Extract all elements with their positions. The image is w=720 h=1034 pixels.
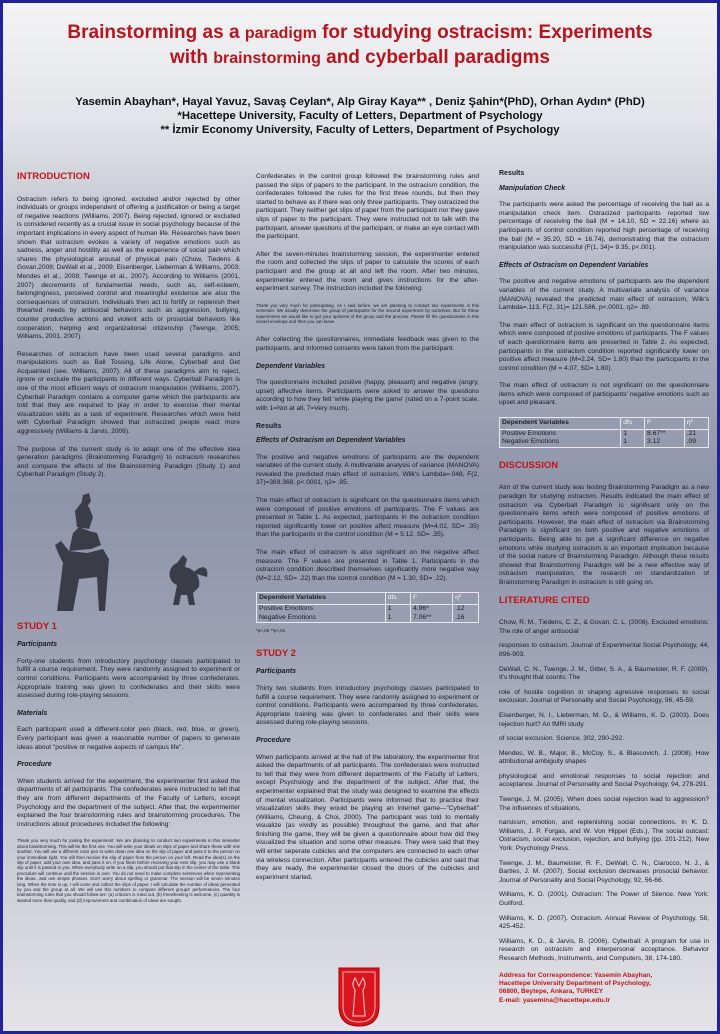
table-header: F <box>644 418 684 430</box>
results-paragraph: The positive and negative emotions of participants are the dependent variables of the current study. A multivariate analysis of variance (MANOVA) revealed the predicted main effect of ostracism, Wilk's Lambda=.048, F(2, 37)=369.368, p<.0001, η2= .95. <box>256 453 479 487</box>
intro-paragraph: Researches of ostracism have been used several paradigms and manipulations such as Ball Tossing, Life Alone, Cyberball and Get Acquainted (see. Williams, 2007). All of these paradigms aim to reject, ignore or exclude the participants in different ways. Cyberball Paradigm is one of the most efficient ways of ostracism manipulation (Williams, 2007). Cyberball Paradigm contains a computer game which the participants are told that they are required to play in order to exercise their mental visualization skills as a task of experiment. Researches which were held with Cyberball Paradigm showed that ostracized people react more aggressively (Williams & Jarvis, 2006). <box>17 350 240 436</box>
manipulation-check-heading: Manipulation Check <box>499 184 566 192</box>
table-cell: 1 <box>385 605 410 614</box>
results-heading: Results <box>256 422 282 430</box>
manipulation-check-text: The participants were asked the percentage of receiving the ball as a manipulation check item. Ostracized participants reported low percentage of receiving the ball (M = 14.10, SD = 22.16) where as participants of control condition reported high percentage of receiving the ball (M = 35.20, SD = 16.74), demonstrating that the ostracism manipulation was successful (F(1, 34)= 9.35, p<.001). <box>499 201 709 252</box>
table-footnote: *p<.05 **p<.01 <box>256 628 286 634</box>
feedback-text: After collecting the questionnaires, immediate feedback was given to the participants, and informed consents were taken from the participant. <box>256 336 479 352</box>
town-musicians-statue-image <box>17 493 240 613</box>
participants-heading: Participants <box>256 668 297 676</box>
table-cell: 4.96* <box>410 605 452 614</box>
table-cell: .09 <box>684 438 708 447</box>
discussion-heading: DISCUSSION <box>499 459 559 471</box>
participants-heading: Participants <box>17 641 58 649</box>
results-heading: Results <box>499 170 525 177</box>
table-cell: Negative Emotions <box>500 438 621 447</box>
dependent-variables-text: The questionnaire included positive (happy, pleasant) and negative (angry, upset) affective items. Participants were asked to answer the questions according to how they felt 'while playing the game' (rated on a 7-point scale, with 1=Not at all, 7=Very much). <box>256 379 479 412</box>
study1-results-table <box>256 592 479 623</box>
results-paragraph: The main effect of ostracism is not significant on the questionnaire items which were composed of participants' negative emotions such as upset and pleasant. <box>499 382 709 407</box>
left-column <box>17 173 240 915</box>
table-cell: .21 <box>684 429 708 438</box>
participants-text: Thirty two students from introductory psychology classes participated to fulfill a course requirement. They were randomly assigned to experiment or control conditions. Participants were accompanied by three confederates. Appropriate training was given to confederates and their skills were assessed during role-playing sessions. <box>256 684 479 727</box>
discussion-text: Aim of the current study was testing Brainstorming Paradigm as a new paradigm for studying ostracism. Results indicated the main effect of ostracism via Cyberball Paradigm is significant only on the questionnaire items which were composed of positive emotions of participants. However, the main effect of ostracism via Brainstorming Paradigm is significant on both positive and negative emotions of participants. Being able to get a significant difference on negative emotions while studying ostracism is an important implication because of the social nature of Brainstorming Paradigm. Although these results showed that Brainstorming Paradigm will be a new effective way of ostracism manipulation, the research on standardization of Brainstorming Paradigm in ostracism is still going on. <box>499 484 709 586</box>
effects-heading: Effects of Ostracism on Dependent Variables <box>256 437 406 445</box>
after-session-text: After the seven-minutes brainstorming session, the experimenter entered the room and collected the slips of paper to calculate the scores of each participant and the group at all and left the room. After two minutes, experimenter entered the room and gives instructions for the after-experiment survey. The instruction included the following: <box>256 250 479 293</box>
reference-item: Twenge, J. M. (2005). When does social rejection lead to aggression? The influences of situations, <box>499 796 709 812</box>
table-cell: 8.67** <box>644 429 684 438</box>
reference-item: Mendes, W. B., Major, B., McCoy, S., & Blascovich, J. (2008). How attributional ambiguity shapes <box>499 749 709 766</box>
authors-block <box>3 95 717 137</box>
procedure-text: When participants arrived at the hall of the laboratory, the experimenter first asked the departments of all participants. The confederates were instructed to tell that they were from different departments of the Faculty of Letters, except Psychology and the department of the subject. After that, the experimenter explained that the study was designed to examine the effects of mental visualization. Participants were informed that to practice their visualization skills they would be playing an Internet game—"Cyberball" (Williams, Cheung, & Choi, 2000). The participant was told to mentally visualize (as vividly as possible) throughout the game, and that after finishing the game, they will be given a questionnaire about how did they visualized the situation and some other measure. They were said that they will enter seperate cubicles and the computers are connected to each other via wireless connection. After participants entered the cubicles and said that they are ready, the experimenter closed the doors of the cubicles and experiment started. <box>256 753 479 881</box>
introduction-heading: INTRODUCTION <box>17 171 90 182</box>
procedure-heading: Procedure <box>17 761 52 769</box>
reference-item: of social exclusion. Science, 302, 290-292. <box>499 735 624 743</box>
intro-paragraph: Ostracism refers to being ignored, excluded and/or rejected by other individuals or groups independent of offering a justification or being a target of negative reactions (Williams, 2007). Being rejected, ignored or excluded is considered recently as a crucial issue in social psychology because of the important implications in every aspect of human life. Researches have been shown that ostracism evokes a variety of negative emotions such as sadness, anger and hostility as well as the experience of social pain which shares the physiological arousal of physical pain (Chow, Tiedens & Govan,2008; DeWall et al., 2009; Eisenberger, Lieberman & Williams, 2003; Mendes et al., 2008; Twenge et al., 2007). According to Williams (2001, 2007) decrements of fundamental needs, such as, self-esteem, belongingness, perceived control and meaningful existence are also the consequences of ostracism. Individuals then act to fortify or replenish their thwarted needs by antisocial behaviors such as aggression, bullying, counter productive actions and violent acts or prosocial behaviors like cooperation, helping and organizational citizenship (Twenge, 2005; Williams, 2001, 2007). <box>17 195 240 341</box>
title-part: and cyberball paradigms <box>320 47 550 68</box>
reference-item: narsissm, emotion, and replenishing social connections. In K. D. Williams, J. P. Forgas, and W. Von Hippel (Eds.), The social outcast: Ostracism, social exclusion, rejection, and bullying (pp. 201-212). New York: Psychology Press. <box>499 819 709 853</box>
table-cell: Negative Emotions <box>257 614 386 623</box>
study2-heading: STUDY 2 <box>256 647 296 659</box>
intro-paragraph: The purpose of the current study is to adapt one of the effective idea generation paradigms (Brainstorming Paradigm) to ostracism researches and compare the effects of the Brainstorming Paradigm (Study 1) and Cyberball Paradigm (Study 2). <box>17 445 240 479</box>
table-row <box>257 605 479 614</box>
title-part: Brainstorming as a <box>67 22 245 43</box>
email-link[interactable]: E-mail: yasemina@hacettepe.edu.tr <box>499 996 611 1004</box>
effects-heading: Effects of Ostracism on Dependent Variables <box>499 261 649 269</box>
materials-text: Each participant used a different-color pen (black, red, blue, or green). Every participant was given a reasonable number of papers to generate ideas about "positive or negative aspects of campus life". <box>17 726 240 751</box>
table-cell: 1 <box>621 438 645 447</box>
table-cell: .16 <box>453 614 479 623</box>
reference-item: Williams, K. D. (2007). Ostracism. Annual Review of Psychology, 58, 425-452. <box>499 914 709 931</box>
reference-item: Twenge, J. M., Baumeister, R. F., DeWall, C. N., Ciarocco, N. J., & Bartles, J. M. (2007). Social exclusion decreases prosocial behavior. Journal of Personality and Social Psychology, 92, 56-66. <box>499 859 709 884</box>
table-cell: Positive Emotions <box>257 605 386 614</box>
reference-item: Williams, K. D., & Jarvis, B. (2006). Cyberball: A program for use in research on ostracism and interpersonal acceptance. Behavior Research Methods, Instruments, and Computers, 38, 174-180. <box>499 937 709 962</box>
right-column <box>499 170 709 1005</box>
table-row <box>500 429 709 438</box>
procedure-heading: Procedure <box>256 736 291 744</box>
reference-list <box>499 619 709 963</box>
table-header: Dependent Variables <box>257 593 386 605</box>
title-part: for studying ostracism: Experiments <box>316 22 653 43</box>
table-cell: 1 <box>621 429 645 438</box>
table-row <box>257 614 479 623</box>
participants-text: Forty-one students from introductory psychology classes participated to fulfill a course requirement. They were randomly assigned to experiment or control conditions. Participants were accompanied by three confederates. Appropriate training was given to confederates and their skills were assessed during role-playing sessions. <box>17 657 240 700</box>
title-part: brainstorming <box>213 50 321 67</box>
reference-item: DeWall, C. N., Twenge, J. M., Gitter, S. A., & Baumeister, R. F. (2009). It's thought that counts: The <box>499 665 709 682</box>
affiliation-1: *Hacettepe University, Faculty of Letters, Department of Psychology <box>177 110 543 122</box>
results-paragraph: The main effect of ostracism is significant on the questionnaire items which were composed of positive emotions of participants. The F values are presented in Table 1. As expected, participants in the ostracism condition reported significantly lower on positive affect measure (M=4.02, SD= .35) than the participants in the control condition (M = 5.12, SD= .35). <box>256 497 479 539</box>
reference-item: physiological and emotional responses to social rejection and acceptance. Journal of Personality and Social Psychology, 94, 278-291. <box>499 772 709 789</box>
hacettepe-university-logo <box>337 966 381 1028</box>
procedure-text: When students arrived for the experiment, the experimenter first asked the departments of all participants. The confederates were instructed to tell that they are from different departments of the Faculty of Letters, except Psychology and the department of the subject. After that, the experimenter explained the four brainstorming rules and brainstorming procedures. The instructions about procedures included the following: <box>17 777 240 828</box>
table-header: η² <box>453 593 479 605</box>
dependent-variables-heading: Dependent Variables <box>256 362 325 370</box>
reference-item: role of hostile cognition in shaping agressive responses to social exclusion. Journal of Personality and Social Psychology, 96, 45-59. <box>499 688 709 705</box>
reference-item: Eisenberger, N. I., Lieberman, M. D., & Williams, K. D. (2003). Does rejection hurt? An fMRI study <box>499 711 709 728</box>
table-row <box>500 438 709 447</box>
table-header-row <box>257 593 479 605</box>
table-cell: 1 <box>385 614 410 623</box>
results-paragraph: The main effect of ostracism is also significant on the negative affect measure. The F values are presented in Table 1. Participants in the ostracism condition described themselves significantly more negative way (M=2.12, SD= .22) than the control condition (M = 1.30, SD= .22). <box>256 549 479 582</box>
table-header: dfs <box>621 418 645 430</box>
title-part: paradigm <box>244 25 317 42</box>
address-line: Address for Correspondence: Yasemin Abayhan, <box>499 971 653 979</box>
table-header: F <box>410 593 452 605</box>
poster-title <box>3 21 717 71</box>
table-header: η² <box>684 418 708 430</box>
reference-item: Williams, K. D. (2001). Ostracism: The Power of Silence. New York: Guilford. <box>499 891 709 907</box>
author-list: Yasemin Abayhan*, Hayal Yavuz, Savaş Ceylan*, Alp Giray Kaya** , Deniz Şahin*(PhD), Orhan Aydın* (PhD) <box>75 96 645 108</box>
results-paragraph: The main effect of ostracism is significant on the questionnaire items which were composed of postive emotions of participants. The F values of each questionnaire items are presented in Table 2. As expected, participants in the ostracism condition reported significantly lower on positive affect measure (M=2.24, SD= 1.80) than the participants in the control condition (M = 4.07, SD= 1.80). <box>499 321 709 372</box>
correspondence-address <box>499 972 709 1006</box>
control-condition-text: Confederates in the control group followed the brainstorming rules and passed the slips of papers to the participant. In the ostracism condition, the confederates followed the rules for the first three rounds, but then they started to behave as if there was only three participants. They ostracized the participant. They neither get slips of paper from the participant nor they gave slips of paper to the participant. They were instructed not to talk with the participant, answer questions of the participant, or make an eye contact with the participant. <box>256 173 479 241</box>
middle-column <box>256 173 479 891</box>
address-line: 06800, Beytepe, Ankara, TURKEY <box>499 988 604 996</box>
reference-item: Chow, R. M., Tiedens, C. Z., & Govan, C. L. (2008). Excluded emotions: The role of anger antisocial <box>499 619 709 635</box>
survey-instructions-text: Thank you very much for participating. As I said before, we are planning to conduct two experiments in this semester. We usually determine the group of participants for the second experiment by ourselves. But for these experiments we would like to get your opinions of the group and the process. Please fill the questionnaire in this closed envelope and then you can leave. <box>256 302 479 324</box>
table-cell: .12 <box>453 605 479 614</box>
table-header: Dependent Variables <box>500 418 621 430</box>
table-cell: 3.12 <box>644 438 684 447</box>
title-part: with <box>170 47 214 68</box>
table-cell: 7.06** <box>410 614 452 623</box>
study1-heading: STUDY 1 <box>17 620 57 632</box>
affiliation-2: ** İzmir Economy University, Faculty of Letters, Department of Psychology <box>160 124 560 136</box>
materials-heading: Materials <box>17 709 48 717</box>
table-header-row <box>500 418 709 430</box>
reference-item: responses to ostracism. Journal of Experimental Social Psychology, 44, 896-903. <box>499 642 709 658</box>
table-cell: Positive Emotions <box>500 429 621 438</box>
address-line: Hacettepe University Department of Psychology, <box>499 979 651 987</box>
study2-results-table <box>499 417 709 448</box>
results-paragraph: The positive and negative emotions of participants are the dependent variables of the current study. A multivariate analysis of variance (MANOVA) revealed the predicted main effect of ostracism, Wilk's Lambda=.113, F(2, 31)= 121.586, p<.0001, η2= .89. <box>499 278 709 312</box>
instructions-text: Thank you very much for joining the experiment. We are planning to conduct two experiments in this semester about brainstorming. This will be the first one. You will write your ideals on slips of paper and share those with one another. You will use a different color pen to write down one idea on the slip of paper and pass it to the person on your immediate right. You will then receive the slip of paper from the person on your left. Read the idea(s) on the slip of paper, add your own idea, and pass it on. If you finish before receiving your next slip, you may use a blank slip until it is passed to you. When everybody write on a slip, you should put that slip in the center of the table. This procedure will continue until the session is over. You do not need to make complete sentences when representing the ideas. Just use simple phrases. Don't worry about spelling or grammar. The session will be seven minutes long. When the time is up, I will come and collect the slips of paper. I will calculate the number of ideas generated by you and the group at all. We will use this numbers to compare different groups' performances. The four brainstorming rules that you should follow are: (a) criticism is ruled out, (b) freewheeling is welcome, (c) quantity is wanted more than quality, and (d) improvement and combination of ideas are sought. <box>17 838 240 903</box>
literature-heading: LITERATURE CITED <box>499 594 590 606</box>
table-header: dfs <box>385 593 410 605</box>
